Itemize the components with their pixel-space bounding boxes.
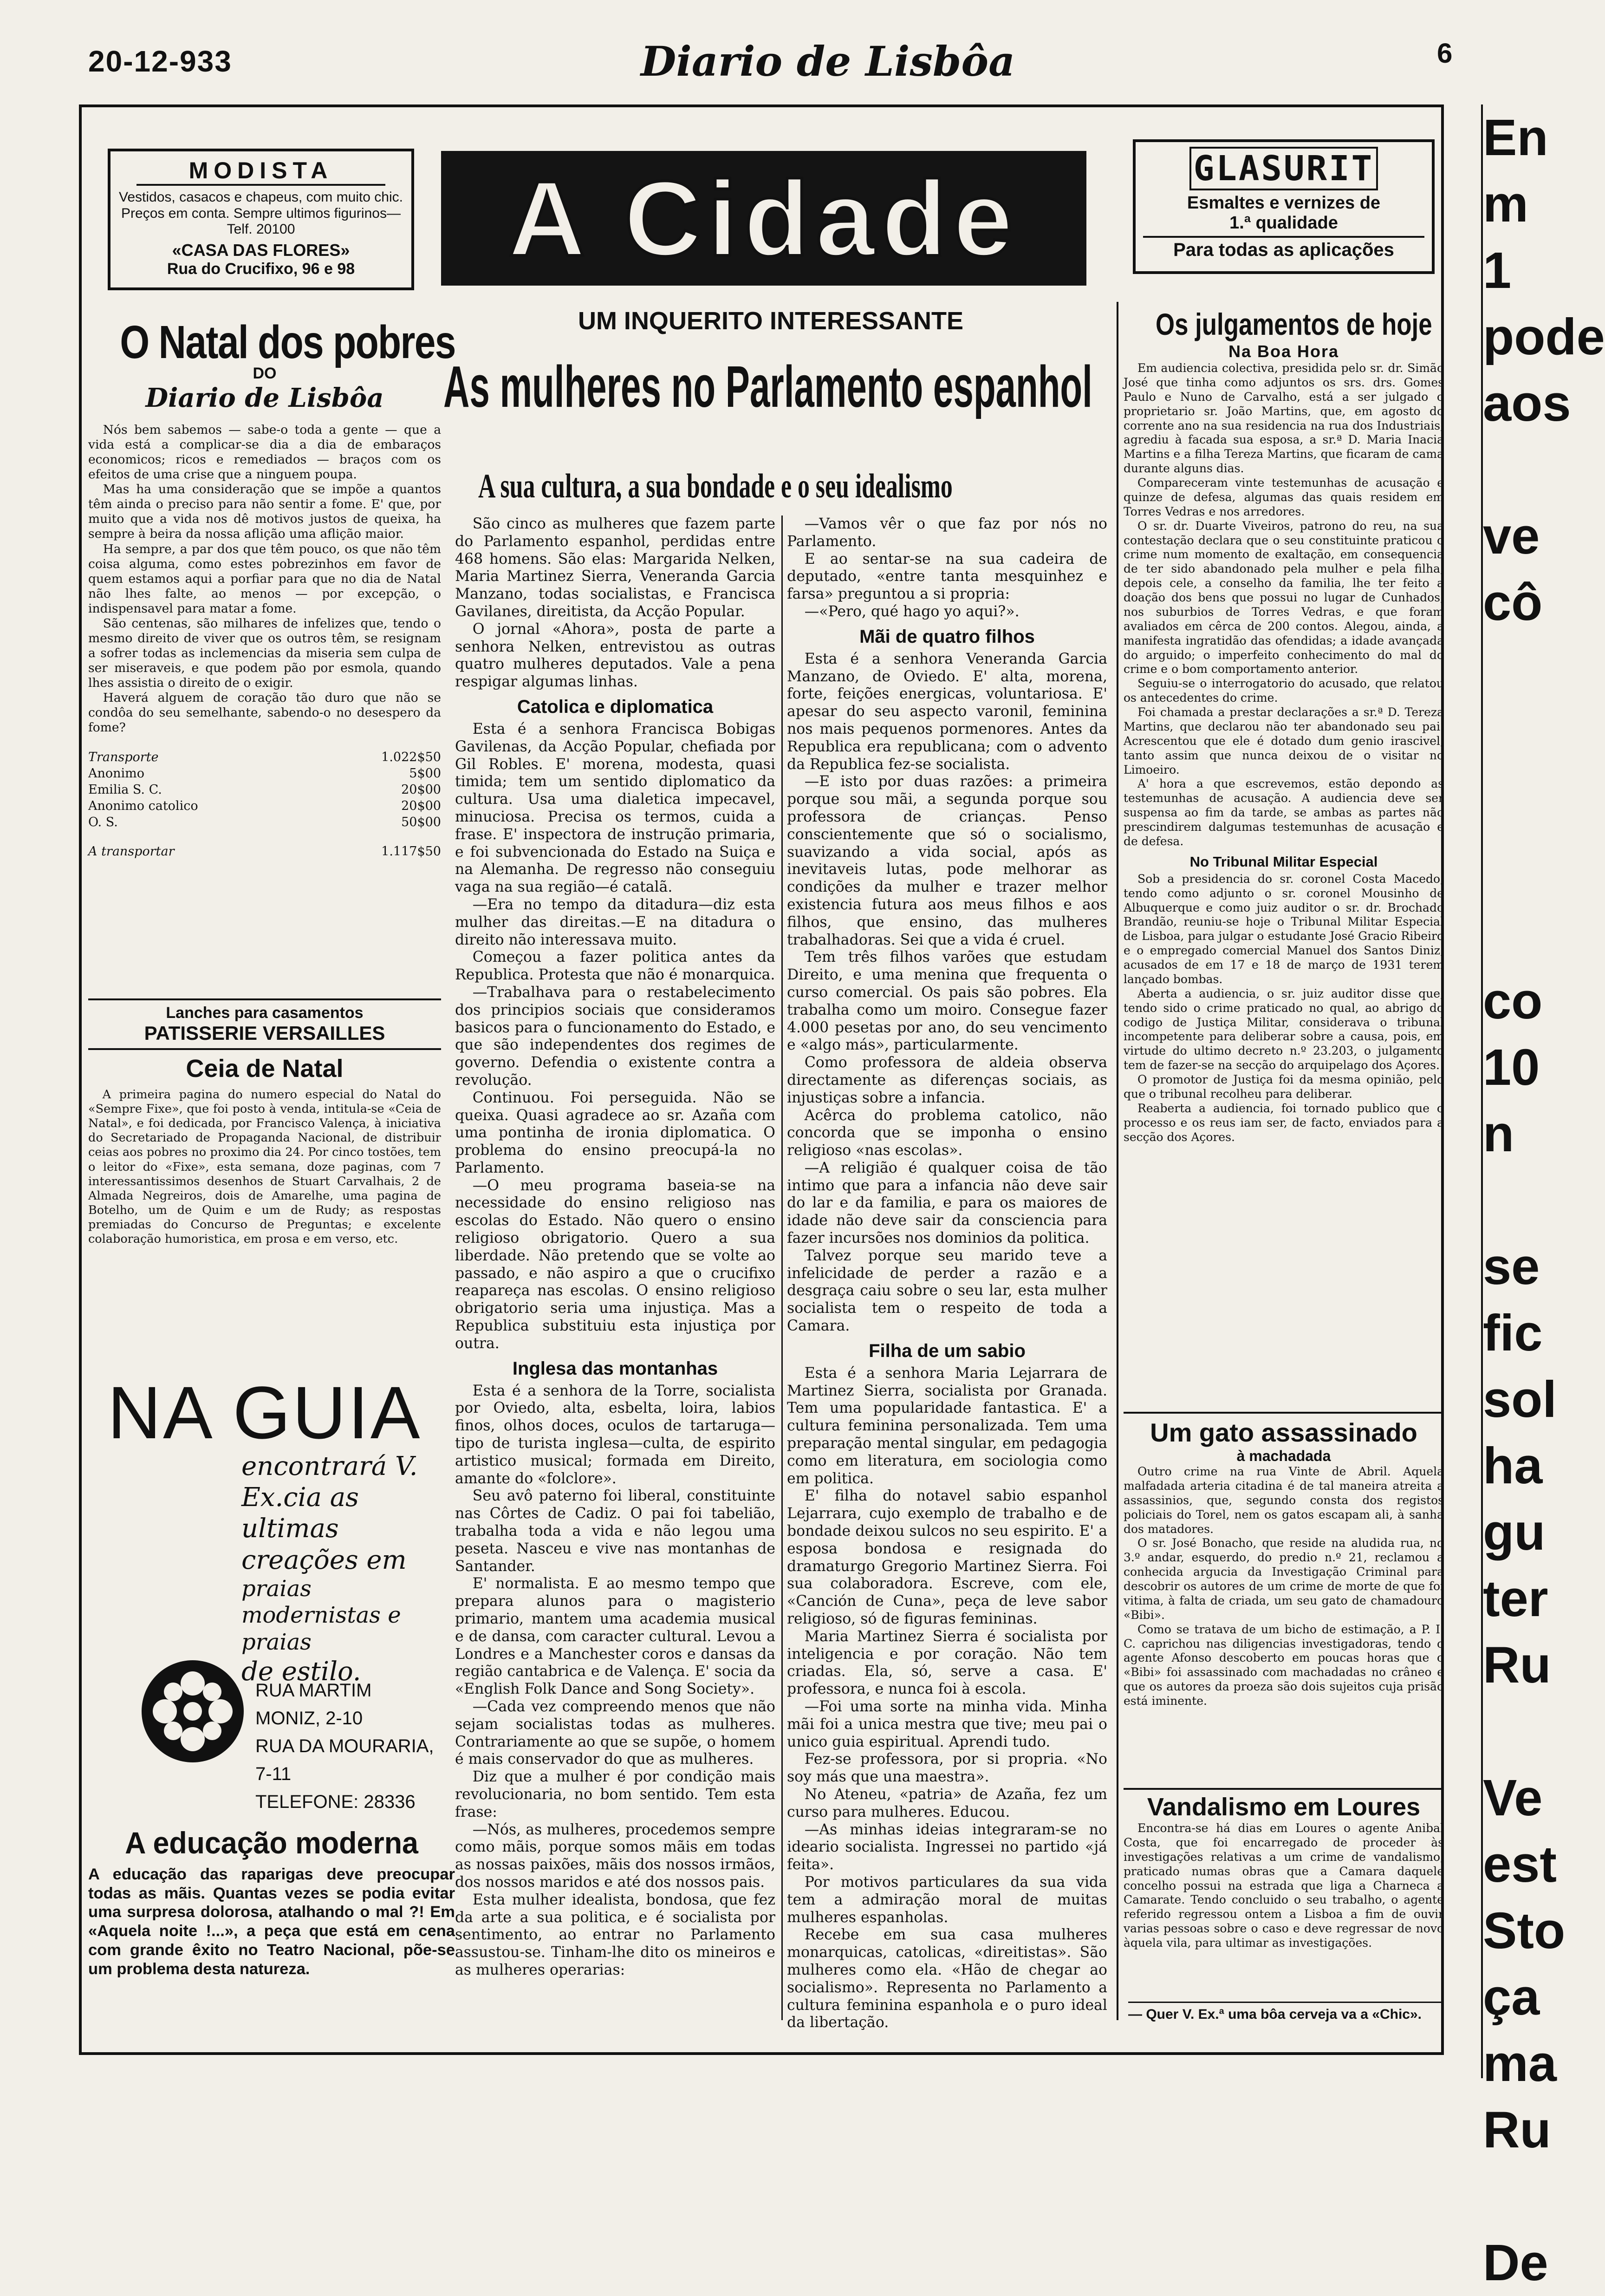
article-paragraph: Seguiu-se o interrogatorio do acusado, que relatou os antecedentes do crime.: [1124, 677, 1444, 705]
edge-glyph: Ru: [1483, 2101, 1551, 2159]
gato-subtitle: à machadada: [1236, 1448, 1331, 1464]
subhead-filha: Filha de um sabio: [869, 1340, 1026, 1361]
ledger-row: [88, 798, 441, 814]
ceia-article: [88, 1054, 441, 1246]
ledger-label: Anonimo catolico: [88, 799, 198, 814]
article-paragraph: Compareceram vinte testemunhas de acusação e quinze de defesa, algumas das quais residem em Torres Vedras e nos arredores.: [1124, 476, 1444, 518]
inquerito-col-2: [787, 515, 1107, 2032]
ad-glasurit: [1133, 139, 1435, 274]
article-paragraph: Encontra-se há dias em Loures o agente Anibal Costa, que foi encarregado de proceder às investigações relativas a um crime de vandalismo, praticado numas obras que a Camara daquele concelho possui na estrada que liga a Charneca a Camarate. Tendo concluido o seu trabalho, o agente referido regressou ontem a Lisboa a fim de ouvir varias pessoas sobre o caso e deve regressar de novo àquela vila, para ultimar as investigações.: [1124, 1821, 1444, 1950]
article-paragraph: —Trabalhava para o restabelecimento dos principios sociais que consideramos basicos para o funcionamento do Estado, e que são independentes dos regimes de governo. Defendia o existente contra a revolução.: [455, 984, 775, 1089]
ad-versailles-line2: PATISSERIE VERSAILLES: [88, 1022, 441, 1050]
column-rule: [781, 515, 783, 2020]
ledger-value: 20$00: [401, 799, 441, 814]
edge-glyph: gu: [1483, 1504, 1546, 1561]
edge-glyph: En: [1483, 109, 1548, 166]
article-paragraph: Continuou. Foi perseguida. Não se queixa. Quasi agradece ao sr. Azaña com uma pontinha de ironia diplomatica. O problema do ensino preocupá-la no Parlamento.: [455, 1089, 775, 1176]
edge-glyph: fic: [1483, 1305, 1543, 1362]
article-paragraph: Fez-se professora, por si propria. «No soy más que una maestra».: [787, 1751, 1107, 1786]
article-paragraph: Aberta a audiencia, o sr. juiz auditor disse que, tendo sido o crime praticado no qual, ao abrigo do codigo de Justiça Militar, considerava o tribunal incompetente para deliberar sobre a causa, pois, em virtude do ultimo decreto n.º 23.203, o julgamento tem de fazer-se na secção do arquipelago dos Açores.: [1124, 986, 1444, 1072]
adjacent-page-edge: [1481, 104, 1605, 2291]
julgamentos-sub-tribunal: No Tribunal Militar Especial: [1189, 853, 1378, 870]
ledger-label: Anonimo: [88, 766, 145, 781]
natal-title: O Natal dos pobres: [120, 316, 455, 368]
natal-paragraph: Haverá alguem de coração tão duro que não se condôa do seu semelhante, sabendo-o no desespero da fome?: [88, 691, 441, 735]
edge-glyph: [1483, 769, 1532, 835]
edge-glyph: ve: [1483, 508, 1540, 565]
article-paragraph: Talvez porque seu marido teve a infelicidade de perder a razão e a desgraça caiu sobre o seu lar, esta mulher socialista tem o respeito de toda a Camara.: [787, 1247, 1107, 1335]
article-paragraph: —O meu programa baseia-se na necessidade do ensino religioso nas escolas do Estado. Não quero o ensino religioso obrigatorio. Quero a sua liberdade. Não pretendo que se volte ao passado, e não aspiro a que o crucifixo reapareça nas escolas. O ensino religioso obrigatorio seria uma injustiça. Mas a Republica substituiu esta injustiça por outra.: [455, 1177, 775, 1352]
educacao-body: A educação das raparigas deve preocupar todas as mãis. Quantas vezes se podia evitar uma surpresa dolorosa, atalhando o mal ?! Em «Aquela noite !...», a peça que está em cena com grande êxito no Teatro Nacional, põe-se um problema desta natureza.: [88, 1866, 455, 1978]
ad-modista-heading: MODISTA: [136, 157, 385, 186]
natal-article: [88, 316, 455, 860]
edge-glyph: ma: [1483, 2035, 1557, 2092]
ad-guia-emblem-icon: [139, 1658, 246, 1765]
edge-glyph: sol: [1483, 1371, 1557, 1428]
educacao-title: A educação moderna: [125, 1826, 418, 1860]
edge-glyph: Sto: [1483, 1902, 1566, 1959]
julgamentos-title: Os julgamentos de hoje: [1156, 307, 1432, 341]
article-paragraph: Reaberta a audiencia, foi tornado publico que o processo e os reus iam ser, de facto, enviados para a secção dos Açores.: [1124, 1101, 1444, 1144]
edge-glyph: 10: [1483, 1039, 1540, 1096]
natal-paragraph: São centenas, são milhares de infelizes que, tendo o mesmo direito de viver que os outros têm, se resignam a sofrer todas as inclemencias da miseria sem culpa de ser miseraveis, e que podem pão por esmola, quando lhes assistia o direito de o exigir.: [88, 616, 441, 691]
ledger-row: [88, 814, 441, 830]
natal-do: DO: [253, 365, 277, 382]
article-paragraph: Esta mulher idealista, bondosa, que fez da arte a sua politica, e é socialista por sentimento, ao entrar no Parlamento assustou-se. Tinham-lhe dito os mineiros e as mulheres operarias:: [455, 1891, 775, 1978]
section-banner: [441, 151, 1086, 286]
article-paragraph: O promotor de Justiça foi da mesma opinião, pelo que o tribunal recolheu para deliberar.: [1124, 1073, 1444, 1101]
article-paragraph: —Era no tempo da ditadura—diz esta mulher das direitas.—E na ditadura o direito não interessava muito.: [455, 896, 775, 948]
article-paragraph: O jornal «Ahora», posta de parte a senhora Nelken, entrevistou as outras quatro mulheres deputados. Vale a pena respigar algumas linhas.: [455, 620, 775, 691]
natal-body: [88, 423, 441, 735]
edge-glyph: ter: [1483, 1570, 1548, 1627]
edge-glyph: pode: [1483, 308, 1605, 365]
ad-glasurit-line3: Para todas as aplicações: [1143, 236, 1424, 261]
page-number: 6: [1437, 38, 1453, 69]
edge-glyph: ha: [1483, 1437, 1543, 1494]
edge-glyph: [1483, 636, 1532, 702]
article-paragraph: A' hora a que escrevemos, estão depondo as testemunhas de acusação. A audiencia deve ser suspensa ao fim da tarde, se ambas as partes não prescindirem dalgumas testemunhas de acusação e de defesa.: [1124, 777, 1444, 848]
edge-glyph: [1483, 901, 1532, 968]
article-paragraph: —Cada vez compreendo menos que não sejam socialistas todas as mulheres. Contrariamente ao que se supõe, o homem é mais conservador do que as mulheres.: [455, 1698, 775, 1768]
ceia-title: Ceia de Natal: [186, 1055, 344, 1083]
article-paragraph: Outro crime na rua Vinte de Abril. Aquela malfadada arteria citadina é de tal maneira atreita a assassinios, que, segundo consta dos registos policiais do Torel, nem os gatos escapam ali, à sanha dos matadores.: [1124, 1465, 1444, 1536]
article-paragraph: Recebe em sua casa mulheres monarquicas, catolicas, «direitistas». São mulheres como ela. «Hão de chegar ao socialismo». Representa no Parlamento a cultura feminina espanhola e o puro ideal da libertação.: [787, 1926, 1107, 2031]
article-paragraph: E ao sentar-se na sua cadeira de deputado, «entre tanta mesquinhez e farsa» preguntou a si propria:: [787, 550, 1107, 603]
ad-guia-line: de estilo.: [241, 1656, 361, 1687]
ad-guia-line: Ex.cia as ultimas: [241, 1482, 359, 1544]
edge-glyph: cô: [1483, 574, 1543, 631]
edge-glyph: m: [1483, 176, 1528, 233]
edge-glyph: [1483, 1167, 1532, 1233]
article-paragraph: Sob a presidencia do sr. coronel Costa Macedo, tendo como adjunto o sr. coronel Mousinho de Albuquerque e como juiz auditor o sr. dr. Brochado Brandão, reuniu-se hoje o Tribunal Militar Especial de Lisboa, para julgar o estudante José Gracio Ribeiro e o empregado comercial Manuel dos Santos Diniz, acusados de em 17 e 18 de março de 1931 terem lançado bombas.: [1124, 872, 1444, 986]
educacao-article: [88, 1825, 455, 1978]
ad-guia-addr1: RUA MARTIM MONIZ, 2-10: [255, 1680, 372, 1729]
inquerito-headline: As mulheres no Parlamento espanhol: [443, 354, 1092, 419]
issue-date: 20-12-933: [88, 45, 232, 78]
ad-guia-line: encontrará V.: [241, 1451, 418, 1481]
inquerito-deck: A sua cultura, a sua bondade e o seu idealismo: [478, 467, 953, 505]
ceia-body: [88, 1088, 441, 1246]
inquerito-col-1: [455, 515, 775, 1979]
ad-guia-addr2: RUA DA MOURARIA, 7-11: [255, 1736, 434, 1784]
newspaper-title: Diario de Lisbôa: [641, 37, 1015, 85]
subhead-inglesa: Inglesa das montanhas: [512, 1358, 718, 1379]
ledger-value: 1.117$50: [381, 844, 441, 859]
ad-na-guia: [88, 1370, 441, 1812]
ledger-row: [88, 749, 441, 765]
edge-glyph: ça: [1483, 1969, 1540, 2026]
ad-modista: [108, 149, 414, 290]
edge-glyph: De: [1483, 2234, 1548, 2291]
article-paragraph: Diz que a mulher é por condição mais revolucionaria, no bom sentido. Tem esta frase:: [455, 1768, 775, 1820]
ad-versailles-line1: Lanches para casamentos: [166, 1004, 364, 1022]
inquerito-kicker: UM INQUERITO INTERESSANTE: [578, 307, 964, 335]
vandalismo-title: Vandalismo em Loures: [1147, 1793, 1421, 1821]
vandalismo-article: [1124, 1788, 1444, 1950]
ad-modista-body: Vestidos, casacos e chapeus, com muito chic. Preços em conta. Sempre ultimos figurinos—Telf. 20100: [119, 189, 403, 237]
ad-modista-name: «CASA DAS FLORES»: [172, 240, 350, 260]
ledger-value: 5$00: [409, 766, 441, 781]
article-paragraph: —A religião é qualquer coisa de tão intimo que para a infancia não deve sair do lar e da familia, e para os maiores de idade não deve sair da consciencia para fazer incursões nos dominios da politica.: [787, 1159, 1107, 1247]
ceia-paragraph: A primeira pagina do numero especial do Natal do «Sempre Fixe», que foi posto à venda, intitula-se «Ceia de Natal», e foi dedicada, por Francisco Valença, à iniciativa do Secretariado de Propaganda Nacional, de distribuir ceias aos pobres no proximo dia 24. Por cinco tostões, tem o leitor do «Fixe», esta semana, doze paginas, com 7 interessantissimos desenhos de Stuart Carvalhais, 2 de Almada Negreiros, dois de Amarelhe, uma pagina de Botelho, um de Quim e um de Rudy; as respostas premiadas do Concurso de Preguntas; e excelente colaboração humoristica, em prosa e em verso, etc.: [88, 1088, 441, 1246]
natal-paragraph: Ha sempre, a par dos que têm pouco, os que não têm coisa alguma, como estes pobrezinhos em favor de quem estamos aqui a porfiar para que no dia de Natal não lhes falte, ao menos — por excepção, o indispensavel para matar a fome.: [88, 541, 441, 616]
ledger-value: 50$00: [401, 815, 441, 830]
ad-guia-title: NA GUIA: [107, 1371, 422, 1454]
article-paragraph: Começou a fazer politica antes da Republica. Protesta que não é monarquica.: [455, 949, 775, 984]
ledger-value: 20$00: [401, 783, 441, 797]
article-paragraph: Por motivos particulares da sua vida tem a admiração moral de muitas mulheres espanholas.: [787, 1873, 1107, 1926]
natal-paragraph: Nós bem sabemos — sabe-o toda a gente — que a vida está a complicar-se dia a dia de embaraços economicos; ricos e remediados — braços com os efeitos de uma crise que a ninguem poupa.: [88, 423, 441, 482]
article-paragraph: Seu avô paterno foi liberal, constituinte nas Côrtes de Cadiz. O pai foi tabelião, trabalha toda a vida e não legou uma peseta. Nasceu e vive nas montanhas de Santander.: [455, 1487, 775, 1575]
article-paragraph: —As minhas ideias integraram-se no ideario socialista. Ingressei no partido «já feita».: [787, 1821, 1107, 1873]
ad-modista-address: Rua do Crucifixo, 96 e 98: [167, 260, 355, 278]
gato-body: [1124, 1465, 1444, 1709]
tribunal-body: [1124, 872, 1444, 1145]
edge-glyph: Ru: [1483, 1637, 1551, 1694]
gato-title: Um gato assassinado: [1150, 1418, 1417, 1447]
edge-glyph: 1: [1483, 242, 1512, 299]
edge-glyph: [1483, 702, 1532, 769]
edge-glyph: [1483, 437, 1532, 503]
article-paragraph: Como professora de aldeia observa directamente as diferenças sociais, as injustiças sobre a infancia.: [787, 1054, 1107, 1106]
article-paragraph: —E isto por duas razões: a primeira porque sou mãi, a segunda porque sou professora de crianças. Penso conscientemente que só o socialismo, suavizando a vida social, após as inevitaveis lutas, pode melhorar as condições da mulher e trazer melhor existencia futura aos meus filhos e aos filhos, que ensino, das mulheres trabalhadoras. Sei que a vida é cruel.: [787, 773, 1107, 948]
julgamentos-sub-boa-hora: Na Boa Hora: [1228, 342, 1339, 361]
ad-glasurit-line1: Esmaltes e vernizes de: [1187, 193, 1381, 213]
section-banner-title: A Cidade: [508, 158, 1020, 278]
ad-chic-text: — Quer V. Ex.ª uma bôa cerveja va a «Chic».: [1128, 2007, 1422, 2022]
edge-glyph: [1483, 1698, 1532, 1765]
ad-guia-line: creações em: [241, 1545, 407, 1575]
ledger-row: [88, 765, 441, 782]
ledger-label: Emilia S. C.: [88, 783, 162, 797]
article-paragraph: Esta é a senhora Veneranda Garcia Manzano, de Oviedo. E' alta, morena, forte, feições energicas, voluntariosa. E' apesar do seu aspecto varonil, feminina nos mais pequenos pormenores. Antes da Republica era republicana; com o advento da Republica fez-se socialista.: [787, 650, 1107, 773]
julgamentos-body: [1124, 361, 1444, 849]
article-paragraph: Esta é a senhora Maria Lejarrara de Martinez Sierra, socialista por Granada. Tem uma popularidade fantastica. E' a cultura feminina personalizada. Tem uma preparação mental singular, em pedagogia como em literatura, em sociologia como em politica.: [787, 1364, 1107, 1487]
subhead-catolica: Catolica e diplomatica: [517, 696, 714, 717]
ad-guia-tagline: [241, 1451, 441, 1687]
vandalismo-body: [1124, 1821, 1444, 1950]
ad-guia-phone: TELEFONE: 28336: [255, 1792, 416, 1812]
edge-glyph: aos: [1483, 375, 1571, 432]
julgamentos-article: [1124, 307, 1444, 1144]
subhead-mai: Mãi de quatro filhos: [859, 626, 1035, 647]
ad-glasurit-heading: GLASURIT: [1189, 147, 1378, 190]
ad-guia-address: [255, 1676, 441, 1816]
article-paragraph: Esta é a senhora de la Torre, socialista por Oviedo, alta, esbelta, loira, labios finos, olhos doces, oculos de tartaruga—tipo de turista inglesa—culta, de espirito artistico musical; formada em Direito, amante do «folclore».: [455, 1382, 775, 1487]
gato-article: [1124, 1412, 1444, 1709]
article-paragraph: Esta é a senhora Francisca Bobigas Gavilenas, da Acção Popular, chefiada por Gil Robles. E' morena, modesta, quasi timida; tem um sentido diplomatico da cultura. Usa uma dialetica impecavel, minuciosa. Precisa os termos, cuida a frase. E' inspectora de instrução primaria, e foi subvencionada do Estado na Suiça e na Alemanha. De regresso não conseguiu vaga na sua região—é catalã.: [455, 720, 775, 896]
article-paragraph: São cinco as mulheres que fazem parte do Parlamento espanhol, perdidas entre 468 homens. São elas: Margarida Nelken, Maria Martinez Sierra, Veneranda Garcia Manzano, todas socialistas, e Francisca Gavilanes, direitista, da Acção Popular.: [455, 515, 775, 620]
natal-paper-name: Diario de Lisbôa: [145, 383, 384, 413]
edge-glyph: est: [1483, 1836, 1557, 1893]
article-paragraph: Maria Martinez Sierra é socialista por inteligencia e por coração. Não tem criadas. Ela, só, serve a casa. E' professora, e nunca foi à escola.: [787, 1628, 1107, 1698]
ledger-row: [88, 782, 441, 798]
article-paragraph: E' filha do notavel sabio espanhol Lejarrara, cujo exemplo de trabalho e de bondade deixou sulcos no seu espirito. E' a esposa bondosa e resignada do dramaturgo Gregorio Martinez Sierra. Foi sua colaboradora. Escreve, com ele, «Canción de Cuna», peça de leve sabor religioso, só de figuras femininas.: [787, 1487, 1107, 1628]
article-paragraph: No Ateneu, «patria» de Azaña, fez um curso para mulheres. Educou.: [787, 1786, 1107, 1820]
edge-glyph: [1483, 2163, 1532, 2230]
article-paragraph: —«Pero, qué hago yo aqui?».: [804, 603, 1020, 620]
ad-guia-line: praias modernistas e praias: [241, 1575, 401, 1655]
article-paragraph: —Vamos vêr o que faz por nós no Parlamento.: [787, 515, 1107, 550]
article-paragraph: Foi chamada a prestar declarações a sr.ª D. Tereza Martins, que declarou não ter abandonado seu pai. Acrescentou que ele é dotado dum genio irascivel, tanto assim que nunca deixou de o visitar no Limoeiro.: [1124, 705, 1444, 776]
article-paragraph: —Nós, as mulheres, procedemos sempre como mãis, porque somos mãis em todas as nossas paixões, mãis dos nossos irmãos, dos nossos maridos e até dos nossos pais.: [455, 1821, 775, 1891]
edge-glyph: Ve: [1483, 1769, 1543, 1826]
ledger-row: [88, 830, 441, 860]
natal-paragraph: Mas ha uma consideração que se impõe a quantos têm ainda o preciso para não sentir a fome. E' que, por muito que a vida nos dê motivos justos de queixa, ha sempre à beira da nossa aflição uma aflição maior.: [88, 482, 441, 541]
edge-glyph: se: [1483, 1238, 1540, 1295]
edge-glyph: co: [1483, 972, 1543, 1030]
edge-glyph: n: [1483, 1105, 1514, 1162]
ledger-value: 1.022$50: [381, 750, 441, 765]
ad-chic: [1128, 2002, 1444, 2023]
ledger-label: A transportar: [88, 844, 175, 859]
article-paragraph: —Foi uma sorte na minha vida. Minha mãi foi a unica mestra que tive; meu pai o unico guia espiritual. Aprendi tudo.: [787, 1698, 1107, 1750]
edge-glyph: [1483, 835, 1532, 901]
article-paragraph: Em audiencia colectiva, presidida pelo sr. dr. Simão José que tinha como adjuntos os srs. drs. Gomes Paulo e Nuno de Carvalho, está a ser julgado o proprietario sr. João Martins, que, em agosto do corrente ano na sua residencia na rua dos Industriais, agrediu à facada sua esposa, a sr.ª D. Maria Inacia Martins e a filha Tereza Martins, que ficaram de cama durante alguns dias.: [1124, 361, 1444, 476]
article-paragraph: Tem três filhos varões que estudam Direito, e uma menina que frequenta o curso comercial. Os pais são pobres. Ela trabalha como um moiro. Consegue fazer 4.000 pesetas por ano, do seu vencimento e «algo más», particularmente.: [787, 949, 1107, 1054]
article-paragraph: O sr. dr. Duarte Viveiros, patrono do reu, na sua contestação declara que o seu constituinte praticou o crime num momento de exaltação, em consequencia de ter sido abandonado pela mulher e pela filha, depois cele, a conselho da familia, lhe ter feito a doação dos bens que possui no lugar de Cunhados, nos suburbios de Torres Vedras, e que foram avaliados em cêrca de 200 contos. Alegou, ainda, a manifesta ingratidão das ofendidas; a idade avançada do arguido; o imperfeito conhecimento do mal do crime e o bom comportamento anterior.: [1124, 519, 1444, 676]
ledger-label: Transporte: [88, 750, 159, 765]
article-paragraph: Como se tratava de um bicho de estimação, a P. I. C. caprichou nas diligencias investigadoras, tendo o agente Afonso descoberto em poucas horas que o «Bibi» foi assassinado com machadadas no crâneo e que os autores da proeza são dois sujeitos cuja prisão está iminente.: [1124, 1622, 1444, 1708]
ad-glasurit-line2: 1.ª qualidade: [1229, 213, 1338, 233]
article-paragraph: O sr. José Bonacho, que reside na aludida rua, no 3.º andar, esquerdo, do predio n.º 21, reclamou a conhecida argucia da Investigação Criminal para descobrir os autores de um crime de morte de que foi vitima, à falta de criada, um seu gato de chamadouro «Bibi».: [1124, 1536, 1444, 1622]
ledger-label: O. S.: [88, 815, 118, 830]
ad-versailles: [88, 998, 441, 1050]
article-paragraph: E' normalista. E ao mesmo tempo que prepara alunos para o magisterio primario, mantem uma academia musical e de dansa, com caracter cultural. Levou a Londres e a Manchester coros e dansas da região cantabrica e de Valença. E' socia da «English Folk Dance and Song Society».: [455, 1575, 775, 1698]
donations-ledger: [88, 749, 441, 860]
column-rule: [1117, 302, 1118, 2020]
article-paragraph: Acêrca do problema catolico, não concorda que se imponha o ensino religioso «nas escolas».: [787, 1107, 1107, 1159]
